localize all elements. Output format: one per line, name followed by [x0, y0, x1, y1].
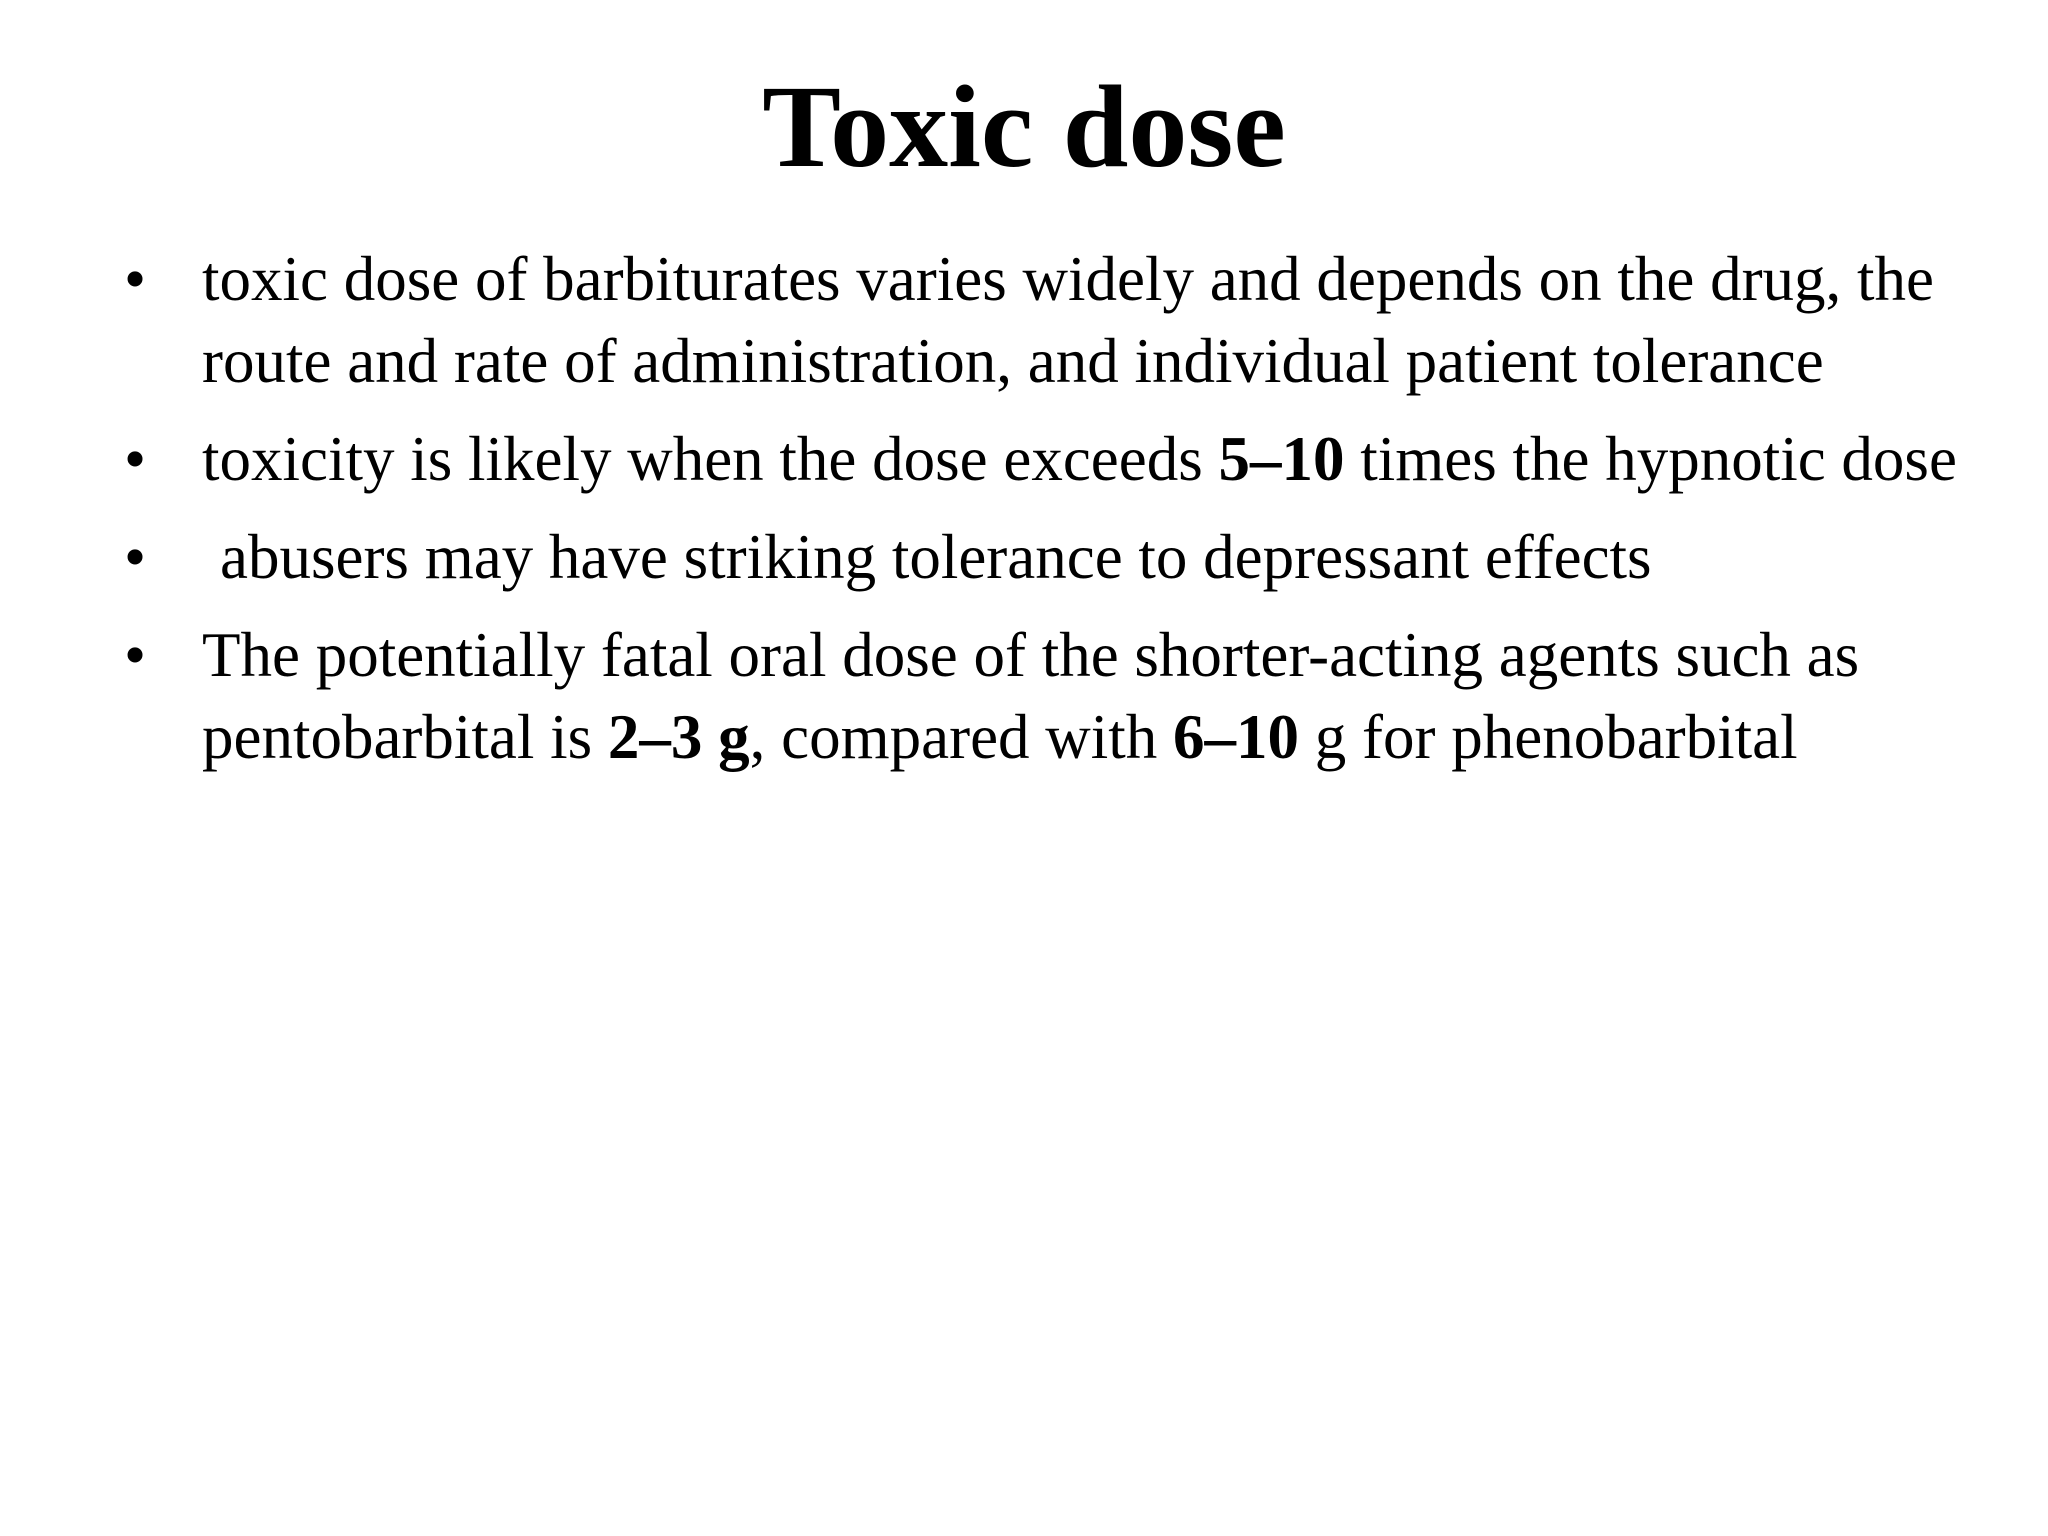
- bullet-icon: •: [124, 620, 147, 690]
- bullet-bold-value: 2–3 g: [607, 702, 750, 772]
- bullet-text-part: The potentially fatal oral dose of the shorter-acting agents such as pentobarbital is: [202, 620, 1860, 772]
- bullet-text-part: , compared with: [749, 702, 1174, 772]
- bullet-item-3: [120, 516, 1960, 598]
- bullet-text-part: g for phenobarbital: [1299, 702, 1798, 772]
- slide-title: Toxic dose: [762, 61, 1286, 192]
- bullet-bold-value: 6–10: [1173, 702, 1300, 772]
- bullet-text: toxic dose of barbiturates varies widely and depends on the drug, the route and rate of administration, and individual patient tolerance: [202, 244, 1935, 396]
- bullet-item-2: [120, 418, 1960, 500]
- bullet-text: abusers may have striking tolerance to depressant effects: [220, 522, 1652, 592]
- bullet-bold-value: 5–10: [1218, 424, 1345, 494]
- bullet-text-part: times the hypnotic dose: [1344, 424, 1957, 494]
- bullet-icon: •: [124, 244, 147, 314]
- bullet-icon: •: [124, 522, 147, 592]
- bullet-text-part: toxicity is likely when the dose exceeds: [202, 424, 1219, 494]
- bullet-icon: •: [124, 424, 147, 494]
- bullet-item-4: [120, 614, 1960, 778]
- bullet-list: [120, 238, 1960, 794]
- bullet-item-1: [120, 238, 1960, 402]
